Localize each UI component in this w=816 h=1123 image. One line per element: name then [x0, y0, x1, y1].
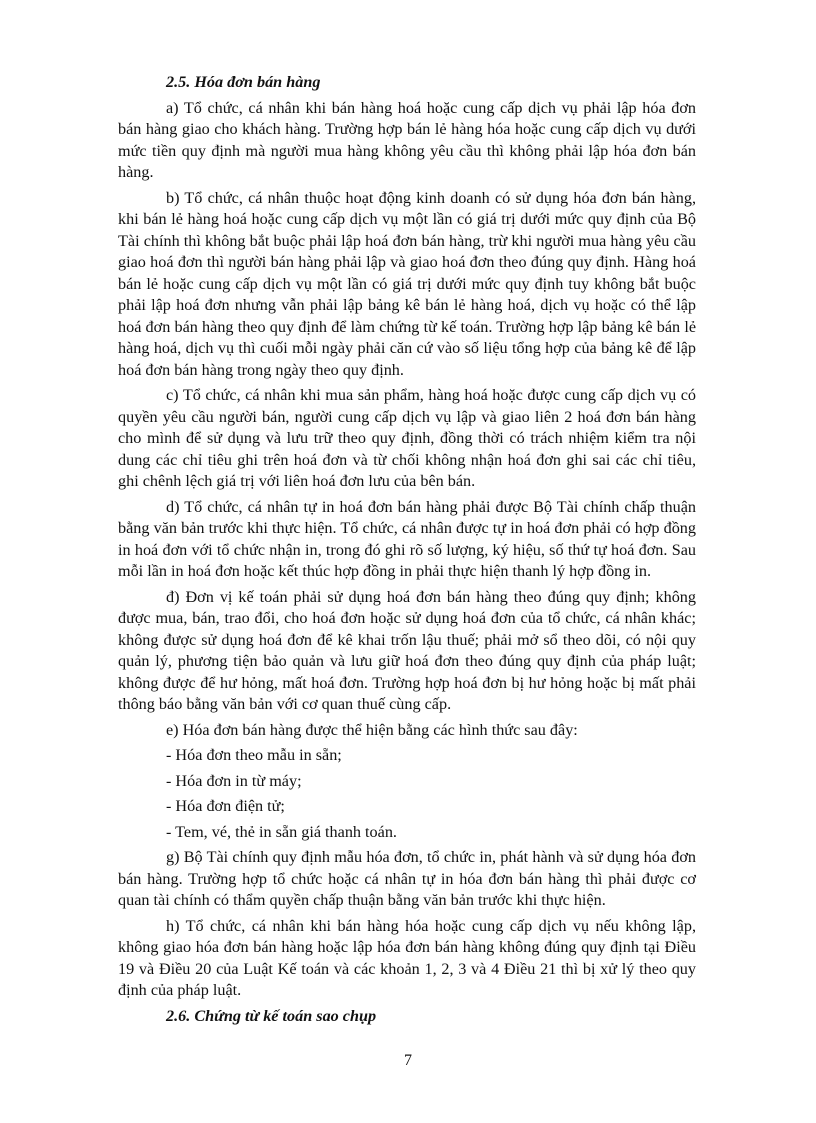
section-heading-2-5: 2.5. Hóa đơn bán hàng [166, 73, 321, 91]
paragraph-c: c) Tổ chức, cá nhân khi mua sản phẩm, hàng hoá hoặc được cung cấp dịch vụ có quyền yêu cầu người bán, người cung cấp dịch vụ lập và giao liên 2 hoá đơn bán hàng cho mình để sử dụng và lưu trữ theo quy định, đồng thời có trách nhiệm kiểm tra nội dung các chỉ tiêu ghi trên hoá đơn và từ chối không nhận hoá đơn ghi sai các chỉ tiêu, ghi chênh lệch giá trị với liên hoá đơn lưu của bên bán. [118, 386, 696, 490]
list-item-form: - Hóa đơn theo mẫu in sẵn; [166, 746, 342, 764]
paragraph-b: b) Tổ chức, cá nhân thuộc hoạt động kinh doanh có sử dụng hóa đơn bán hàng, khi bán lẻ hàng hoá hoặc cung cấp dịch vụ một lần có giá trị dưới mức quy định của Bộ Tài chính thì không bắt buộc phải lập hoá đơn bán hàng, trừ khi người mua hàng yêu cầu giao hoá đơn thì người bán hàng phải lập và giao hoá đơn theo đúng quy định. Hàng hoá bán lẻ hoặc cung cấp dịch vụ một lần có giá trị dưới mức quy định tuy không bắt buộc phải lập hoá đơn nhưng vẫn phải lập bảng kê bán lẻ hàng hoá, dịch vụ hoặc có thể lập hoá đơn bán hàng theo quy định để làm chứng từ kế toán. Trường hợp lập bảng kê bán lẻ hàng hoá, dịch vụ thì cuối mỗi ngày phải căn cứ vào số liệu tổng hợp của bảng kê để lập hoá đơn bán hàng trong ngày theo quy định. [118, 188, 696, 379]
paragraph-d: d) Tổ chức, cá nhân tự in hoá đơn bán hàng phải được Bộ Tài chính chấp thuận bằng văn bản trước khi thực hiện. Tổ chức, cá nhân được tự in hoá đơn phải có hợp đồng in hoá đơn với tổ chức nhận in, trong đó ghi rõ số lượng, ký hiệu, số thứ tự hoá đơn. Sau mỗi lần in hoá đơn hoặc kết thúc hợp đồng in phải thực hiện thanh lý hợp đồng in. [118, 497, 696, 580]
paragraph-dd: đ) Đơn vị kế toán phải sử dụng hoá đơn bán hàng theo đúng quy định; không được mua, bán, trao đổi, cho hoá đơn hoặc sử dụng hoá đơn của tổ chức, cá nhân khác; không được sử dụng hoá đơn để kê khai trốn lậu thuế; phải mở sổ theo dõi, có nội quy quản lý, phương tiện bảo quản và lưu giữ hoá đơn theo đúng quy định của pháp luật; không được để hư hỏng, mất hoá đơn. Trường hợp hoá đơn bị hư hỏng hoặc bị mất phải thông báo bằng văn bản với cơ quan thuế cùng cấp. [118, 587, 696, 713]
list-item-form: - Hóa đơn in từ máy; [166, 771, 302, 790]
list-item-form: - Hóa đơn điện tử; [166, 797, 285, 815]
paragraph-a: a) Tổ chức, cá nhân khi bán hàng hoá hoặc cung cấp dịch vụ phải lập hóa đơn bán hàng giao cho khách hàng. Trường hợp bán lẻ hàng hóa hoặc cung cấp dịch vụ dưới mức tiền quy định mà người mua hàng không yêu cầu thì không phải lập hóa đơn bán hàng. [118, 98, 696, 181]
paragraph-h: h) Tổ chức, cá nhân khi bán hàng hóa hoặc cung cấp dịch vụ nếu không lập, không giao hóa đơn bán hàng hoặc lập hóa đơn bán hàng không đúng quy định tại Điều 19 và Điều 20 của Luật Kế toán và các khoản 1, 2, 3 và 4 Điều 21 thì bị xử lý theo quy định của pháp luật. [118, 916, 696, 999]
section-heading-2-6: 2.6. Chứng từ kế toán sao chụp [166, 1006, 377, 1025]
list-item-form: - Tem, vé, thẻ in sẵn giá thanh toán. [166, 822, 397, 841]
page-number: 7 [404, 1052, 412, 1069]
document-body [118, 72, 696, 1031]
paragraph-e: e) Hóa đơn bán hàng được thể hiện bằng các hình thức sau đây: [166, 720, 578, 739]
paragraph-g: g) Bộ Tài chính quy định mẫu hóa đơn, tổ chức in, phát hành và sử dụng hóa đơn bán hàng. Trường hợp tổ chức hoặc cá nhân tự in hóa đơn bán hàng thì phải được cơ quan tài chính có thẩm quyền chấp thuận bằng văn bản trước khi thực hiện. [118, 848, 696, 909]
